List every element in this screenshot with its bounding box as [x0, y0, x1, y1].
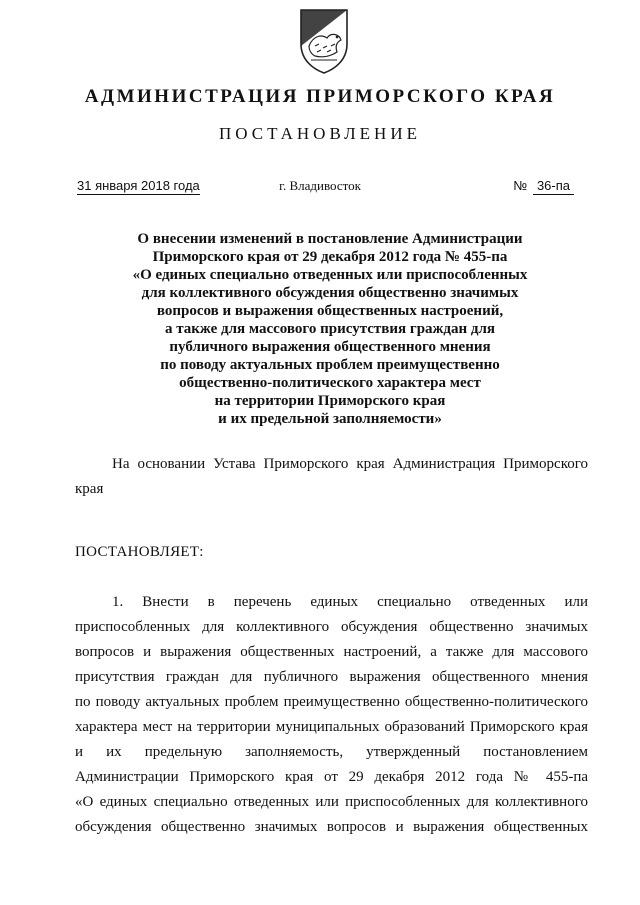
title-line: О внесении изменений в постановление Администрации — [137, 231, 523, 247]
document-title — [100, 230, 560, 428]
paragraph-line: «О единых специально отведенных или приспособленных для коллективного — [75, 794, 588, 810]
paragraph-line: вопросов и выражения общественных настроений, а также для массового — [75, 644, 588, 660]
title-line: для коллективного обсуждения общественно значимых — [141, 285, 519, 301]
title-line: вопросов и выражения общественных настроений, — [156, 303, 504, 319]
number-label: № — [513, 178, 528, 193]
paragraph-line: по поводу актуальных проблем преимущественно общественно-политического — [75, 694, 588, 710]
paragraph-line: приспособленных для коллективного обсуждения общественно значимых — [75, 619, 588, 635]
coat-of-arms-icon — [297, 6, 351, 76]
title-line: на территории Приморского края — [214, 393, 446, 409]
paragraph-1 — [75, 590, 588, 840]
title-line: публичного выражения общественного мнения — [169, 339, 491, 355]
document-number — [513, 178, 574, 193]
title-line: по поводу актуальных проблем преимущественно — [160, 357, 500, 373]
paragraph-line: обсуждения общественно значимых вопросов и выражения общественных — [75, 819, 588, 835]
decree-word: ПОСТАНОВЛЯЕТ: — [75, 544, 204, 560]
document-date: 31 января 2018 года — [77, 178, 200, 193]
title-line: и их предельной заполняемости» — [218, 411, 442, 427]
number-value: 36-па — [533, 178, 574, 195]
organization-name: АДМИНИСТРАЦИЯ ПРИМОРСКОГО КРАЯ — [84, 86, 556, 107]
paragraph-line: Администрации Приморского края от 29 декабря 2012 года № 455-па — [75, 769, 588, 785]
document-city: г. Владивосток — [279, 178, 361, 193]
document-type: ПОСТАНОВЛЕНИЕ — [218, 124, 421, 143]
title-line: а также для массового присутствия граждан для — [164, 321, 496, 337]
paragraph-line: и их предельную заполняемость, утвержденный постановлением — [75, 744, 588, 760]
title-line: общественно-политического характера мест — [179, 375, 481, 391]
paragraph-line: характера мест на территории муниципальных образований Приморского края — [75, 719, 588, 735]
basis-paragraph: На основании Устава Приморского края Администрация Приморского края — [75, 456, 588, 497]
title-line: Приморского края от 29 декабря 2012 года № 455-па — [152, 249, 508, 265]
title-line: «О единых специально отведенных или приспособленных — [132, 267, 528, 283]
paragraph-line: 1. Внести в перечень единых специально отведенных или — [112, 594, 588, 610]
paragraph-line: присутствия граждан для публичного выражения общественного мнения — [75, 669, 588, 685]
